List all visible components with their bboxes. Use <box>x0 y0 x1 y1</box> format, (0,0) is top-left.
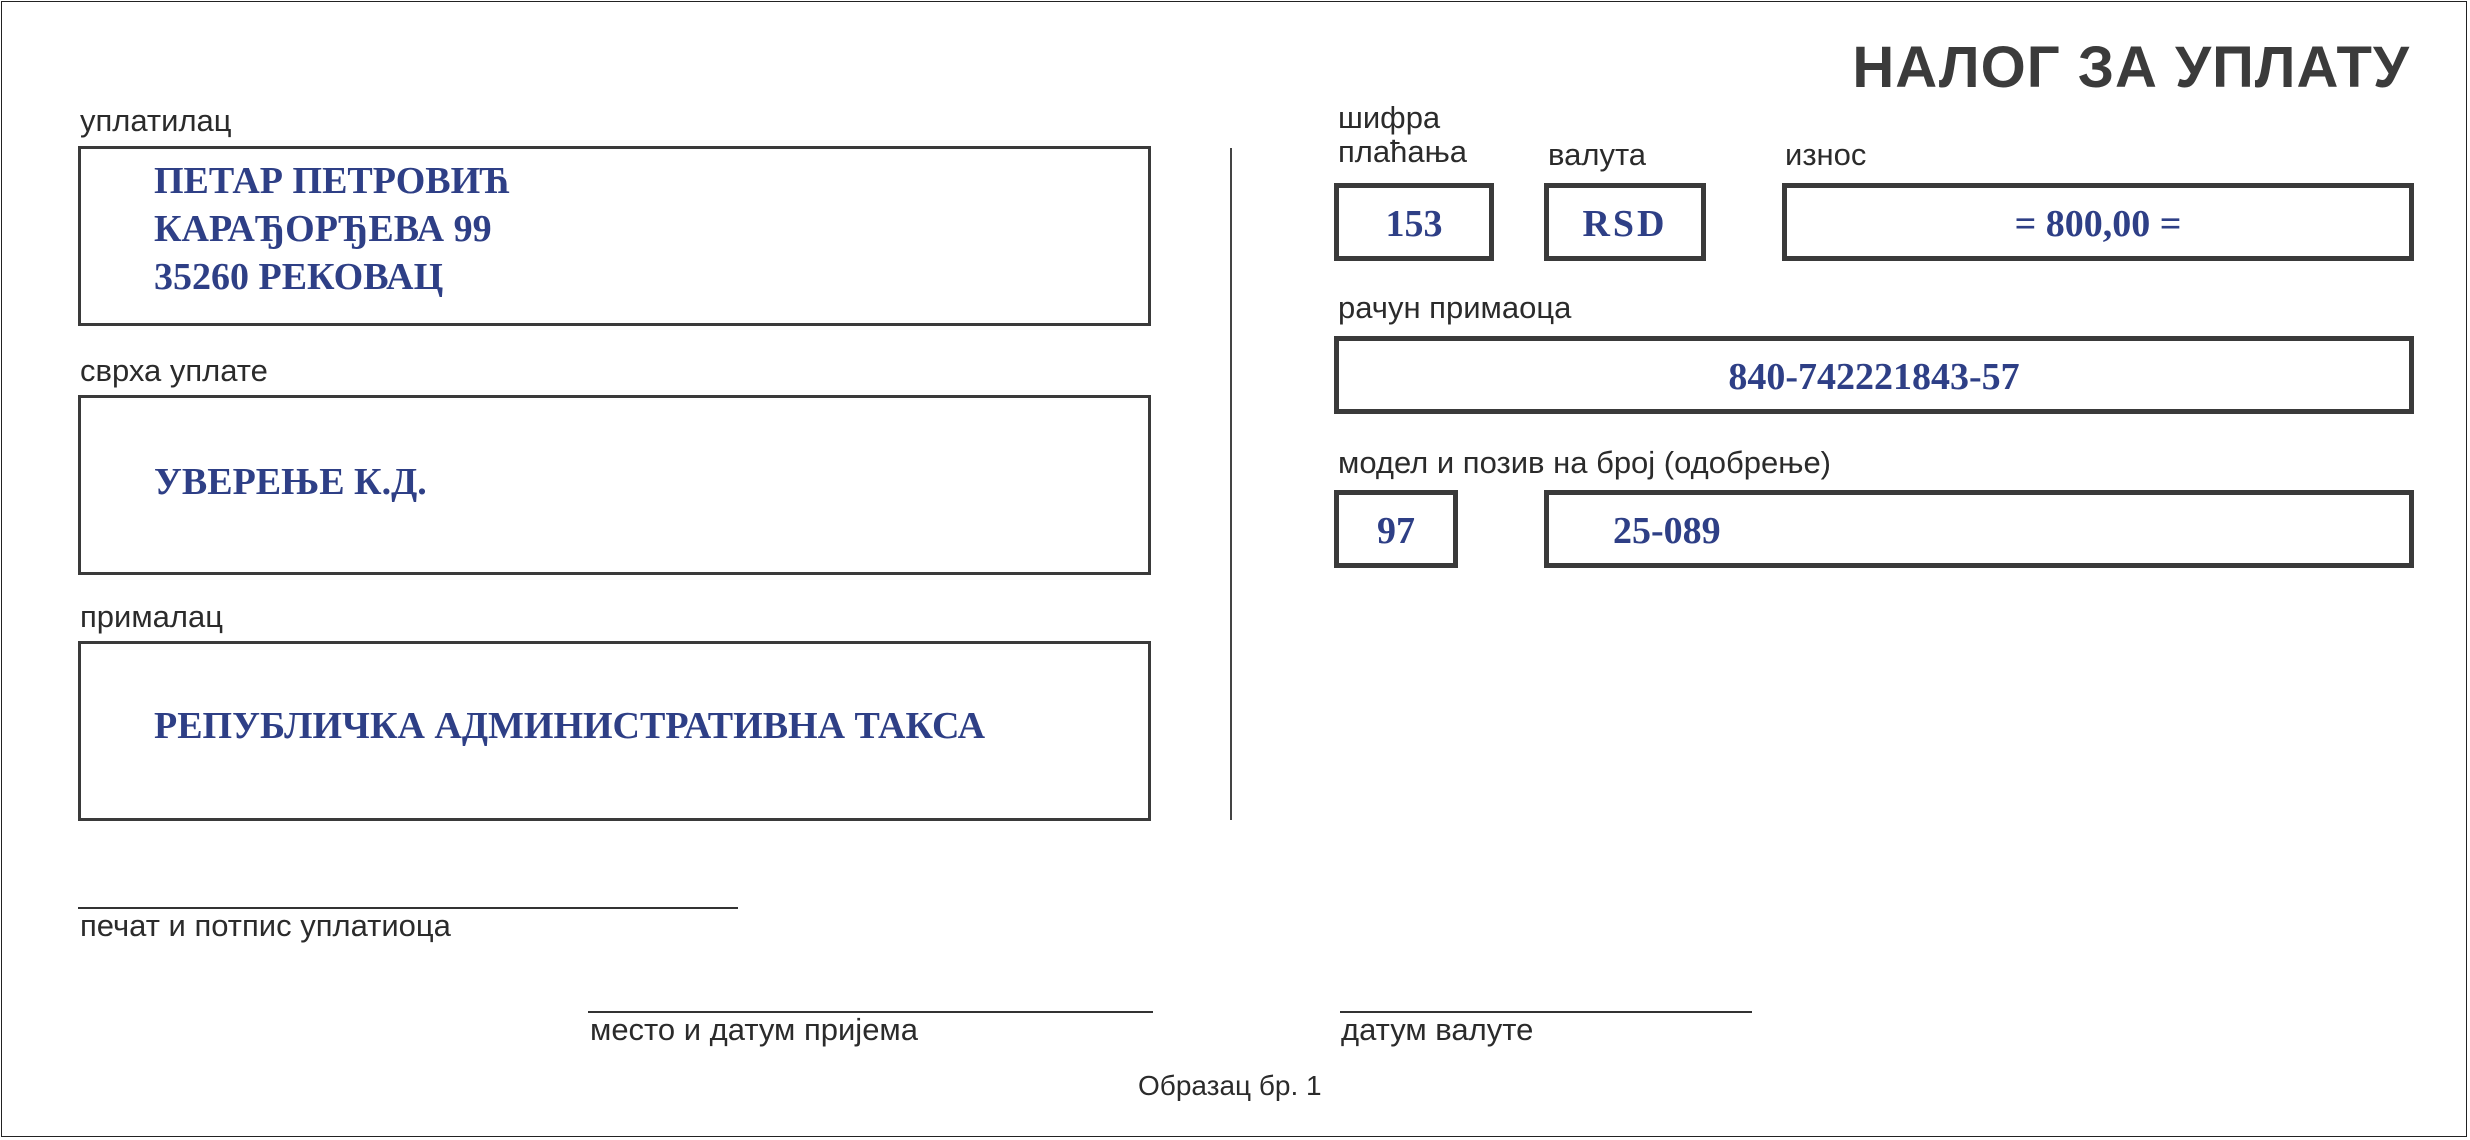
amount-value: = 800,00 = <box>2014 203 2182 245</box>
payer-street: КАРАЂОРЂЕВА 99 <box>154 208 492 250</box>
recipient-value: РЕПУБЛИЧКА АДМИНИСТРАТИВНА ТАКСА <box>154 705 986 747</box>
amount-field[interactable] <box>1782 183 2414 261</box>
value-date-label: датум валуте <box>1341 1012 1534 1047</box>
place-date-received-label: место и датум пријема <box>590 1012 918 1047</box>
recipient-account-label: рачун примаоца <box>1338 290 1572 325</box>
payer-signature-label: печат и потпис уплатиоца <box>80 908 451 943</box>
model-field[interactable] <box>1334 490 1458 568</box>
payment-code-field[interactable] <box>1334 183 1494 261</box>
recipient-label: прималац <box>80 599 223 634</box>
currency-field[interactable] <box>1544 183 1706 261</box>
purpose-label: сврха уплате <box>80 353 268 388</box>
model-reference-label: модел и позив на број (одобрење) <box>1338 445 1832 480</box>
currency-label: валута <box>1548 137 1647 172</box>
form-number: Образац бр. 1 <box>1138 1070 1322 1101</box>
payer-city: 35260 РЕКОВАЦ <box>154 256 444 298</box>
payment-code-value: 153 <box>1385 203 1443 245</box>
payment-code-label-line2: плаћања <box>1338 134 1468 170</box>
payer-name: ПЕТАР ПЕТРОВИЋ <box>154 160 511 202</box>
purpose-value: УВЕРЕЊЕ К.Д. <box>154 461 427 503</box>
model-value: 97 <box>1377 510 1415 552</box>
recipient-field[interactable] <box>78 641 1151 821</box>
payer-field[interactable] <box>78 146 1151 326</box>
column-divider <box>1230 148 1232 820</box>
recipient-account-field[interactable] <box>1334 336 2414 414</box>
amount-label: износ <box>1785 137 1867 172</box>
currency-value: RSD <box>1582 203 1668 245</box>
reference-number-field[interactable] <box>1544 490 2414 568</box>
payment-code-label-line1: шифра <box>1338 100 1441 135</box>
payment-code-label <box>1338 101 1467 169</box>
reference-number-value: 25-089 <box>1613 510 1721 552</box>
purpose-field[interactable] <box>78 395 1151 575</box>
payer-value <box>154 157 511 301</box>
form-title: НАЛОГ ЗА УПЛАТУ <box>1852 35 2410 100</box>
payer-label: уплатилац <box>80 103 232 138</box>
recipient-account-value: 840-742221843-57 <box>1728 356 2020 398</box>
